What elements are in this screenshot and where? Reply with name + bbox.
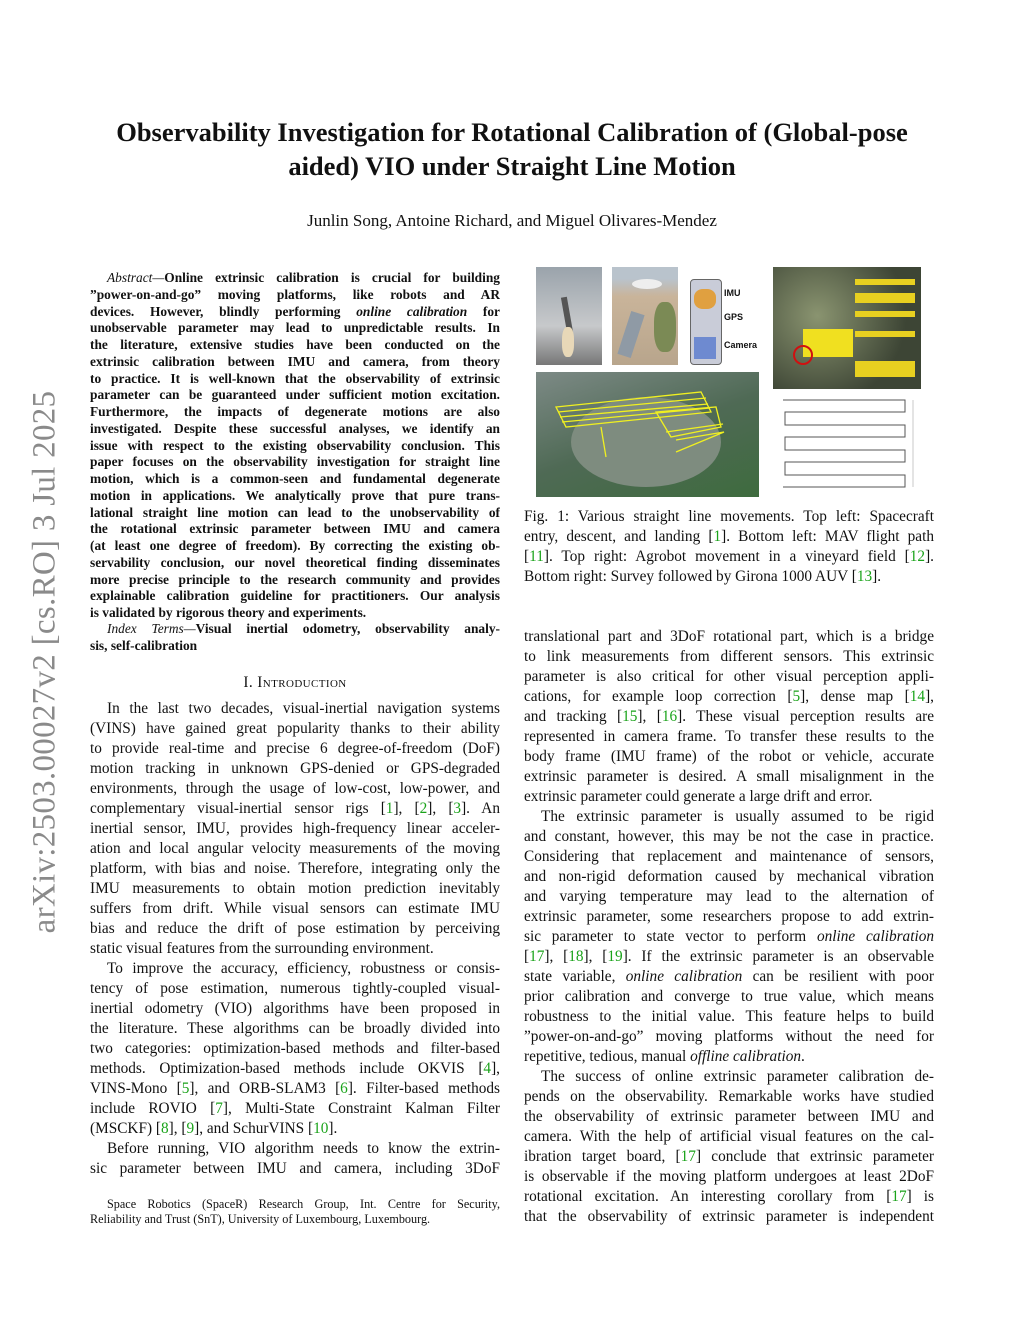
figure-caption [524, 507, 934, 587]
text-line: [17], [18], [19]. If the extrinsic parameter is an observable [524, 948, 934, 965]
text-line: the literature, extensive studies have been conducted on the [90, 337, 500, 352]
agrobot-vineyard-photo [773, 267, 921, 389]
text-line: motion in applications. We analytically prove that pure trans- [90, 487, 500, 503]
text-line: and varying temperature may lead to the alternation of [524, 888, 934, 905]
text-line: Fig. 1: Various straight line movements. Top left: Spacecraft [524, 508, 934, 525]
text-line: Furthermore, the impacts of degenerate motions are also [90, 404, 500, 419]
text-line: [11]. Top right: Agrobot movement in a vineyard field [12]. [524, 548, 934, 565]
text-line: parameter is also critical for other visual perception appli- [524, 668, 934, 685]
text-line: and constant, however, this may be not the case in practice. [524, 828, 934, 845]
text-line: to practice. It is well-known that the observability of extrinsic [90, 370, 500, 386]
text-line: represented in camera frame. To transfer these results to the [524, 728, 934, 745]
text-line: sic parameter to state vector to perform online calibration [524, 928, 934, 945]
text-line: explainable calibration guideline for practitioners. Our analysis [90, 588, 500, 604]
text-line: sis, self-calibration [90, 637, 198, 653]
text-line: translational part and 3DoF rotational part, which is a bridge [524, 628, 934, 645]
text-line: The extrinsic parameter is usually assumed to be rigid [541, 808, 934, 825]
text-line: In the last two decades, visual-inertial navigation systems [107, 700, 500, 717]
text-line: platform, with bias and noise. Therefore, integrating only the [90, 860, 500, 877]
text-line: Before running, VIO algorithm needs to know the extrin- [107, 1140, 500, 1157]
text-line: Space Robotics (SpaceR) Research Group, Int. Centre for Security, [107, 1197, 500, 1211]
text-line: body frame (IMU frame) of the robot or vehicle, accurate [524, 748, 934, 765]
text-line: state variable, online calibration can be resilient with poor [524, 968, 934, 985]
text-line: tency of pose estimation, numerous tightly-coupled visual- [90, 980, 500, 997]
text-line: parameter can be guaranteed under sufficient motion excitation. [90, 387, 500, 403]
text-line: (MSCKF) [8], [9], and SchurVINS [10]. [90, 1120, 338, 1137]
spacecraft-launch-photo [536, 267, 602, 365]
left-column-body [90, 699, 500, 1179]
landed-capsule-photo [612, 267, 678, 365]
text-line: unobservable parameter may lead to unpredictable results. In [90, 320, 500, 336]
text-line: prior calibration and converge to true value, which means [524, 988, 934, 1005]
auv-survey-plot [773, 395, 921, 497]
text-line: Considering that replacement and maintenance of sensors, [524, 848, 934, 865]
text-line: paper focuses on the observability investigation for straight line [90, 454, 500, 470]
arxiv-side-stamp: arXiv:2503.00027v2 [cs.RO] 3 Jul 2025 [26, 390, 63, 934]
footnote [90, 1197, 500, 1227]
text-line: and non-rigid deformation caused by mechanical vibration [524, 868, 934, 885]
text-line: Bottom right: Survey followed by Girona 1000 AUV [13]. [524, 568, 882, 585]
text-line: environments, through the usage of low-cost, low-power, and [90, 780, 500, 797]
text-line: To improve the accuracy, efficiency, robustness or consis- [107, 960, 500, 977]
mav-flight-path-photo [536, 372, 759, 497]
text-line: extrinsic calibration between IMU and camera, from theory [90, 353, 500, 369]
text-line [90, 621, 500, 638]
text-line: ”power-on-and-go” moving platforms, like robots and AR [90, 286, 500, 302]
text-segment: Online extrinsic calibration is crucial for building [164, 270, 500, 285]
right-column-body [524, 627, 934, 1227]
lead-label: Abstract— [107, 270, 165, 285]
text-line [90, 270, 500, 287]
text-line: is validated by rigorous theory and experiments. [90, 605, 367, 620]
text-line: repetitive, tedious, manual offline calibration. [524, 1048, 805, 1065]
section-title: Introduction [257, 674, 347, 691]
text-line: complementary visual-inertial sensor rigs [1], [2], [3]. An [90, 800, 500, 817]
text-line: ibration target board, [17] conclude that extrinsic parameter [524, 1148, 934, 1165]
text-line: issue with respect to the existing observability conclusion. This [90, 437, 500, 453]
gps-label: GPS [724, 312, 744, 322]
text-line: include ROVIO [7], Multi-State Constraint Kalman Filter [90, 1100, 500, 1117]
text-line: and tracking [15], [16]. These visual perception results are [524, 708, 934, 725]
lead-label: Index Terms— [107, 621, 196, 636]
text-line: extrinsic parameter, some researchers propose to add extrin- [524, 908, 934, 925]
text-line: devices. However, blindly performing online calibration for [90, 303, 500, 319]
text-line: more precise principle to the research community and provides [90, 571, 500, 587]
text-line: two categories: optimization-based methods and filter-based [90, 1040, 500, 1057]
text-line: motion, which is a common-seen and fundamental degenerate [90, 471, 500, 486]
section-heading [90, 674, 500, 692]
text-line: Reliability and Trust (SnT), University of Luxembourg, Luxembourg. [90, 1212, 431, 1226]
text-line: the observability of extrinsic parameter between IMU and [524, 1108, 934, 1125]
title-line: Observability Investigation for Rotational Calibration of (Global-pose [116, 117, 908, 147]
text-line: VINS-Mono [5], and ORB-SLAM3 [6]. Filter-based methods [90, 1080, 500, 1097]
text-line: motion tracking in unknown GPS-denied or GPS-degraded [90, 760, 500, 777]
camera-label: Camera [724, 340, 758, 350]
text-line: (at least one degree of freedom). By correcting the existing ob- [90, 538, 500, 553]
text-line: inertial sensor, IMU, provides high-frequency linear acceler- [90, 820, 500, 837]
lawnmower-path [773, 395, 921, 497]
text-line: to provide real-time and precise 6 degree-of-freedom (DoF) [90, 740, 500, 757]
text-line: ”power-on-and-go” moving platforms without the need for [524, 1028, 934, 1045]
text-line: servability conclusion, our novel theoretical finding disseminates [90, 554, 500, 570]
text-line: methods. Optimization-based methods include OKVIS [4], [90, 1060, 500, 1077]
flight-path-lines [536, 372, 759, 497]
text-line: that the observability of extrinsic parameter is independent [524, 1208, 934, 1225]
text-line: entry, descent, and landing [1]. Bottom left: MAV flight path [524, 528, 934, 545]
text-line: (VINS) have gained great popularity thanks to their ability [90, 720, 500, 737]
authors: Junlin Song, Antoine Richard, and Miguel Olivares-Mendez [307, 211, 717, 230]
text-line: robustness to the initial value. This feature helps to build [524, 1008, 934, 1025]
text-line: The success of online extrinsic parameter calibration de- [541, 1068, 934, 1085]
figure-1 [536, 265, 922, 497]
index-terms [90, 621, 500, 655]
abstract [90, 270, 500, 622]
text-line: lational straight line motion can lead to the unobservability of [90, 504, 500, 520]
text-line: inertial odometry (VIO) algorithms have been proposed in [90, 1000, 500, 1017]
text-line: is observable if the moving platform undergoes at least 2DoF [524, 1168, 934, 1185]
text-line: IMU measurements to obtain motion prediction inevitably [90, 880, 500, 897]
paper-title [60, 115, 964, 183]
text-line: suffers from drift. While visual sensors can estimate IMU [90, 900, 500, 917]
text-line: to link measurements from different sensors. This extrinsic [524, 648, 934, 665]
text-line: sic parameter between IMU and camera, including 3DoF [90, 1160, 500, 1177]
text-line: cations, for example loop correction [5], dense map [14], [524, 688, 934, 705]
imu-label: IMU [724, 288, 741, 298]
text-line: the rotational extrinsic parameter between IMU and camera [90, 521, 500, 537]
text-line: the literature. These algorithms can be broadly divided into [90, 1020, 500, 1037]
text-line: bias and reduce the drift of pose estimation by perceiving [90, 920, 500, 937]
text-line: rotational excitation. An interesting corollary from [17] is [524, 1188, 934, 1205]
text-line: ation and local angular velocity measurements of the moving [90, 840, 500, 857]
text-line: static visual features from the surrounding environment. [90, 940, 434, 957]
text-line: pends on the observability. Remarkable works have studied [524, 1088, 934, 1105]
text-line: investigated. Despite these successful analyses, we identify an [90, 420, 500, 436]
title-line: aided) VIO under Straight Line Motion [288, 151, 736, 181]
text-line: camera. With the help of artificial visual features on the cal- [524, 1128, 934, 1145]
text-segment: Visual inertial odometry, observability analy- [195, 621, 500, 636]
text-line: extrinsic parameter is desired. A small misalignment in the [524, 768, 934, 785]
text-line: extrinsic parameter could generate a large drift and error. [524, 788, 873, 805]
section-number: I. [243, 674, 254, 691]
